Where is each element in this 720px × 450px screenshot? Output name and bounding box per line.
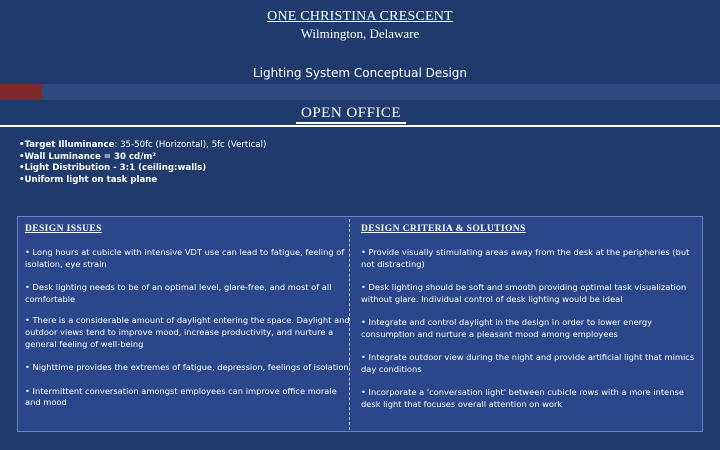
target-value: : 35-50fc (Horizontal), 5fc (Vertical)	[114, 140, 267, 150]
project-title: ONE CHRISTINA CRESCENT	[267, 9, 453, 24]
target-label: •Wall Luminance	[19, 151, 101, 162]
target-illuminance	[19, 140, 379, 152]
design-criteria-item: • Integrate and control daylight in the design in order to lower energy consumption and nurture a pleasant mood among employees	[361, 316, 653, 339]
design-issues-heading: DESIGN ISSUES	[25, 224, 102, 234]
design-criteria-column	[361, 224, 699, 422]
target-label: •Uniform light on task plane	[19, 174, 158, 185]
title-divider	[0, 125, 720, 127]
target-value: = 30 cd/m²	[100, 151, 157, 162]
design-criteria-item: • Desk lighting should be soft and smooth providing optimal task visualization without glare. Individual control of desk lighting would be ideal	[361, 281, 687, 304]
design-issue-item: • There is a considerable amount of daylight entering the space. Daylight and outdoor views tend to improve mood, increase productivity, and nurture a general feeling of well-being	[25, 315, 350, 350]
design-criteria-item: • Provide visually stimulating areas away from the desk at the peripheries (but not distracting)	[361, 246, 690, 269]
design-criteria-item: • Incorporate a 'conversation light' between cubicle rows with a more intense desk light that focuses overall attention on work	[361, 387, 684, 409]
design-issue-item: • Long hours at cubicle with intensive VDT use can lead to fatigue, feeling of isolation, eye strain	[25, 246, 345, 269]
project-location: Wilmington, Delaware	[300, 26, 420, 41]
target-light-distribution	[19, 163, 379, 175]
target-label: •Target Illuminance	[19, 140, 115, 150]
design-issue-item: • Intermittent conversation amongst employees can improve office morale and mood	[25, 385, 337, 408]
design-issue-item: • Desk lighting needs to be of an optimal level, glare-free, and most of all comfortable	[25, 281, 332, 304]
target-value: - 3:1 (ceiling:walls)	[110, 163, 207, 173]
accent-bar-blue	[42, 84, 720, 100]
target-uniform-light	[19, 175, 379, 187]
target-wall-luminance	[19, 152, 379, 164]
lighting-targets	[19, 140, 379, 186]
page-title: OPEN OFFICE	[296, 105, 406, 124]
section-title: Lighting System Conceptual Design	[252, 66, 468, 80]
design-issues-column	[25, 224, 355, 421]
design-criteria-heading: DESIGN CRITERIA & SOLUTIONS	[361, 224, 526, 234]
target-label: •Light Distribution	[19, 163, 111, 173]
accent-bar-red	[0, 84, 42, 100]
design-criteria-item: • Integrate outdoor view during the night and provide artificial light that mimics day conditions	[361, 352, 695, 374]
design-issue-item: • Nighttime provides the extremes of fatigue, depression, feelings of isolation	[25, 362, 349, 373]
